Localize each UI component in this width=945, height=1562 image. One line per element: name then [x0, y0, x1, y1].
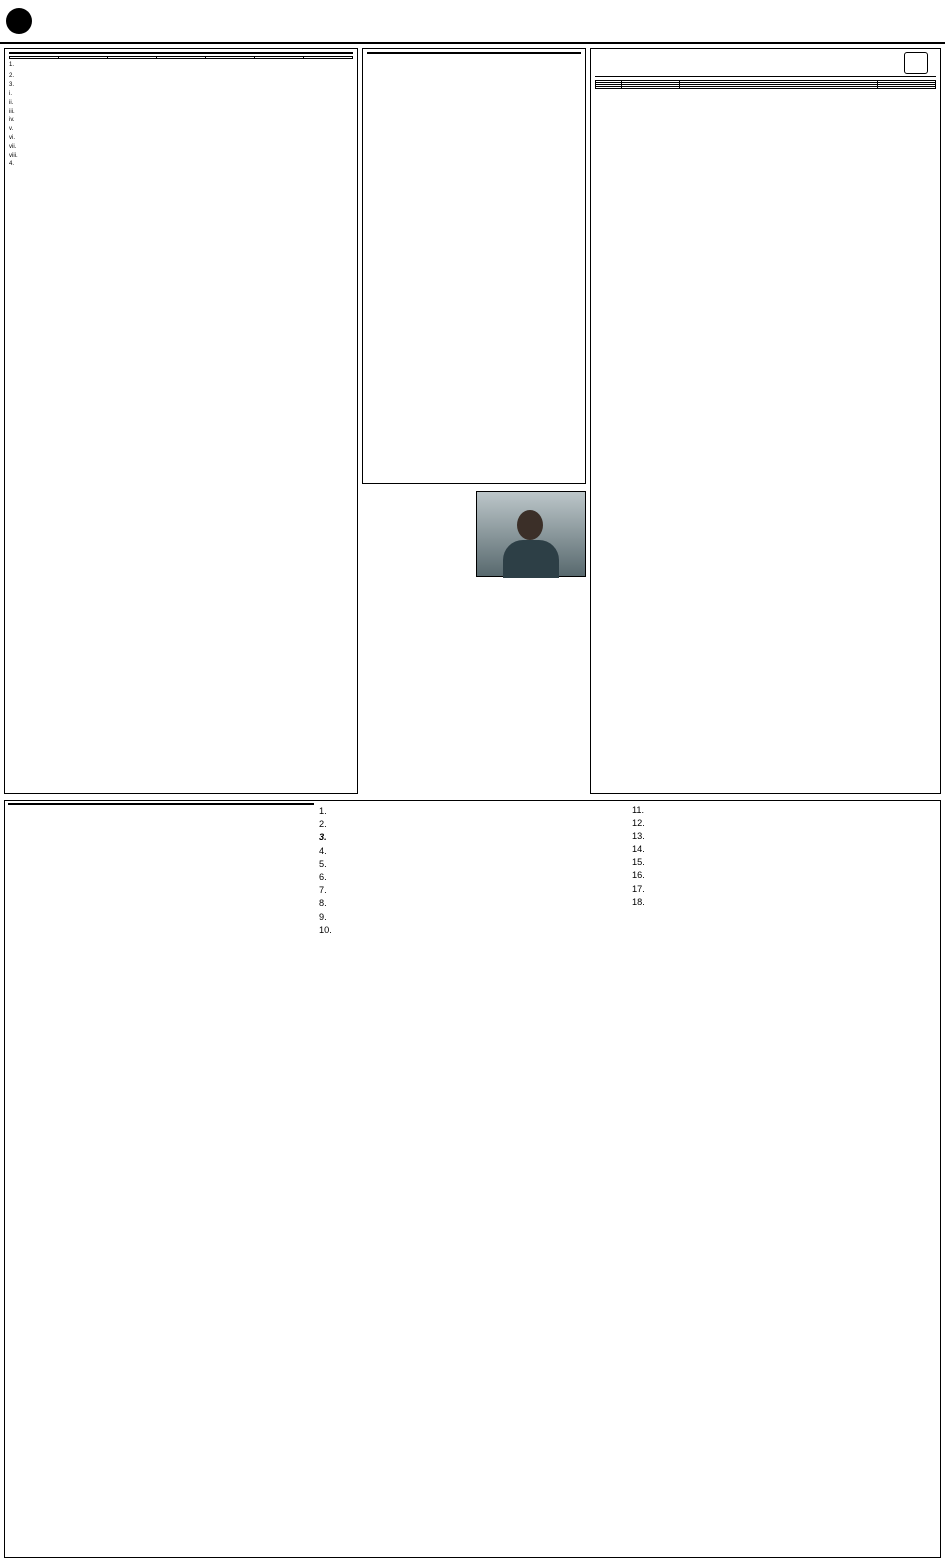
- table-row: [596, 87, 936, 89]
- page-number: [6, 8, 32, 34]
- cond-7: 7.: [319, 885, 327, 896]
- cell: [622, 87, 680, 89]
- page-header: [0, 0, 945, 44]
- news-photo: [476, 491, 586, 577]
- th: [59, 57, 108, 59]
- skill-india-logo: [896, 52, 936, 74]
- pda-term-1: 1.: [9, 62, 15, 68]
- cond-9: 9.: [319, 911, 327, 922]
- pmgsy-conditions-1: [319, 806, 627, 936]
- th: [10, 57, 59, 59]
- pmgsy-right-column: [632, 803, 938, 1555]
- pmgsy-left-column: [8, 803, 314, 1555]
- pda-works-table: [9, 56, 353, 59]
- pda-term-3ii: ii.: [9, 99, 14, 106]
- th: [108, 57, 157, 59]
- cond-15: 15.: [632, 857, 645, 868]
- cond-5: 5.: [319, 858, 327, 869]
- cond-8: 8.: [319, 898, 327, 909]
- pda-term-3iv: iv.: [9, 117, 15, 124]
- alc-office: [367, 52, 581, 54]
- cond-11: 11.: [632, 804, 645, 815]
- iti-advertisement: [590, 48, 941, 794]
- cond-6: 6.: [319, 871, 327, 882]
- cell: [596, 87, 622, 89]
- cond-18: 18.: [632, 896, 645, 907]
- alc-notice: [362, 48, 586, 484]
- pmgsy-tender-notice: [4, 800, 941, 1558]
- pda-term-3vi: vi.: [9, 135, 15, 141]
- cond-4: 4.: [319, 845, 327, 856]
- pda-tender-notice: [4, 48, 358, 794]
- th: [206, 57, 255, 59]
- cond-1: 1.: [319, 806, 327, 816]
- pda-office: [9, 52, 353, 54]
- pda-term-4: 4.: [9, 161, 15, 168]
- cond-3: 3.: [319, 832, 327, 843]
- cond-13: 13.: [632, 830, 645, 841]
- cond-12: 12.: [632, 817, 645, 828]
- skill-india-icon: [904, 52, 928, 74]
- cond-14: 14.: [632, 844, 645, 855]
- pda-term-3i: i.: [9, 90, 12, 97]
- th: [255, 57, 304, 59]
- person-head-icon: [517, 510, 543, 540]
- th: [157, 57, 206, 59]
- pmgsy-office: [8, 803, 314, 805]
- th: [304, 57, 353, 59]
- cond-10: 10.: [319, 924, 332, 935]
- pda-term-3: 3.: [9, 82, 15, 89]
- cell: [878, 87, 936, 89]
- pda-term-3v: v.: [9, 126, 14, 133]
- cond-17: 17.: [632, 883, 645, 894]
- person-body-icon: [503, 540, 559, 578]
- pda-term-3vii: vii.: [9, 143, 17, 150]
- pda-term-3iii: iii.: [9, 108, 15, 115]
- iti-posts-table: [595, 80, 936, 89]
- cell: [680, 87, 878, 89]
- news-article: [364, 488, 586, 796]
- cond-16: 16.: [632, 870, 645, 881]
- pda-term-2: 2.: [9, 73, 15, 80]
- cond-2: 2.: [319, 819, 327, 830]
- pda-term-3viii: viii.: [9, 152, 18, 159]
- pmgsy-middle-column: [319, 803, 627, 1555]
